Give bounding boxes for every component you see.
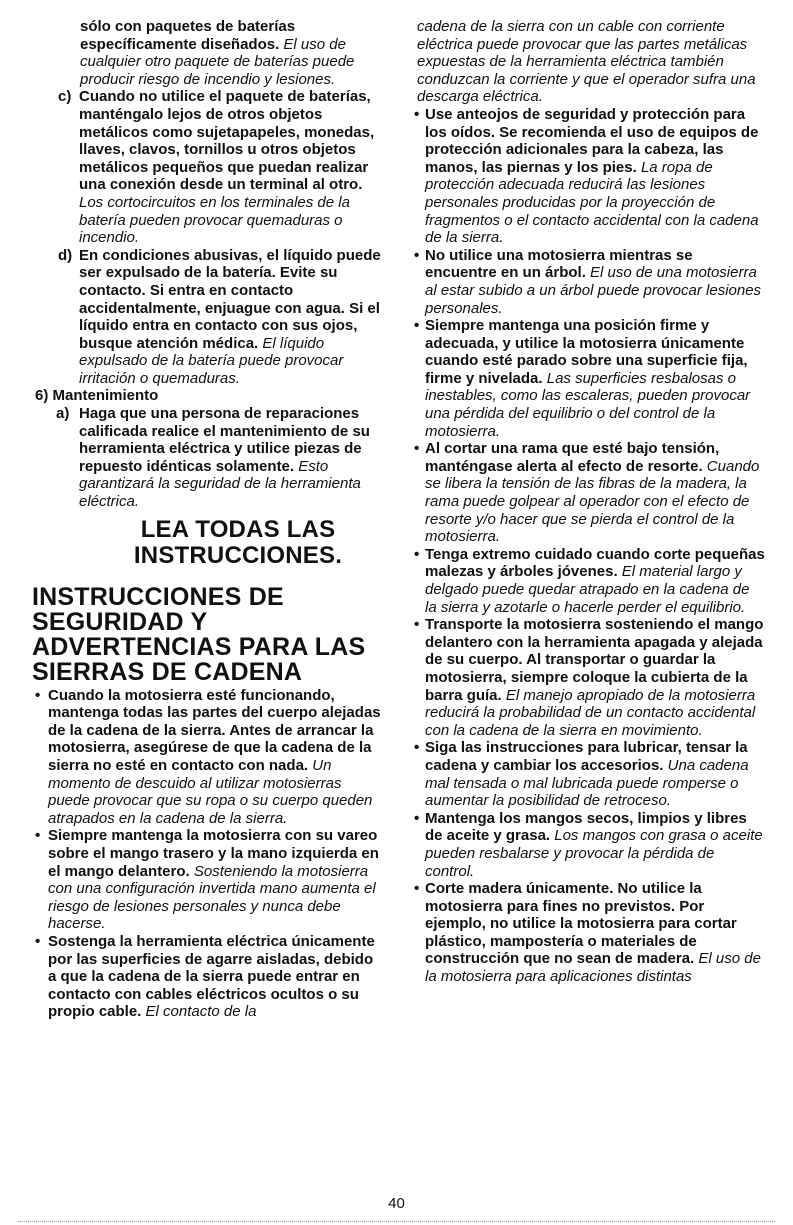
bullet-icon: • bbox=[35, 827, 41, 845]
bullet-icon: • bbox=[414, 739, 420, 757]
bottom-rule bbox=[18, 1221, 775, 1222]
section-6-heading: 6) Mantenimiento bbox=[35, 387, 159, 405]
bullet-item: • Tenga extremo cuidado cuando corte pequeñas malezas y árboles jóvenes. El material largo y delgado puede quedar atrapado en la cadena de la sierra y azotarle o hacerle perder el equilibrio. bbox=[414, 545, 765, 616]
bullet-item: • Siga las instrucciones para lubricar, tensar la cadena y cambiar los accesorios. Una cadena mal tensada o mal lubricada puede romperse o aumentar la posibilidad de retroceso. bbox=[414, 739, 749, 810]
bullet-icon: • bbox=[414, 440, 420, 458]
battery-rule-continuation: sólo con paquetes de baterías específicamente diseñados. El uso de cualquier otro paquete de baterías puede producir riesgo de incendio y lesiones. bbox=[80, 18, 355, 88]
bullet-item: • Sostenga la herramienta eléctrica únicamente por las superficies de agarre aisladas, debido a que la cadena de la sierra puede entrar en contacto con cables eléctricos ocultos o su propio cable. El contacto de la bbox=[35, 932, 375, 1021]
left-bullet-list bbox=[32, 687, 384, 1021]
read-all-instructions: LEA TODAS LAS INSTRUCCIONES. bbox=[133, 515, 343, 569]
bullet-icon: • bbox=[414, 880, 420, 898]
bullet-icon: • bbox=[414, 317, 420, 335]
bullet-item: • Siempre mantenga la motosierra con su vareo sobre el mango trasero y la mano izquierda en el mango delantero. Sosteniendo la motosierra con una configuración invertida mano aumenta el riesgo de lesiones personales y nunca debe hacerse. bbox=[35, 827, 379, 933]
bullet-item: • Mantenga los mangos secos, limpios y libres de aceite y grasa. Los mangos con grasa o aceite pueden resbalarse y provocar la pérdida de control. bbox=[414, 809, 763, 880]
bullet-item: • Cuando la motosierra esté funcionando, mantenga todas las partes del cuerpo alejadas de la cadena de la sierra. Antes de arrancar la motosierra, asegúrese de que la cadena de la sierra no esté en contacto con nada. Un momento de descuido al utilizar motosierras puede provocar que su ropa o su cuerpo queden atrapados en la cadena de la sierra. bbox=[35, 686, 381, 827]
bullet-item: • Corte madera únicamente. No utilice la motosierra para fines no previstos. Por ejemplo, no utilice la motosierra para cortar plástico, mampostería o materiales de construcción que no sean de madera. El uso de la motosierra para aplicaciones distintas bbox=[414, 880, 761, 986]
bullet-item: • Use anteojos de seguridad y protección para los oídos. Se recomienda el uso de equipos de protección adicionales para la cabeza, las manos, las piernas y los pies. La ropa de protección adecuada reducirá las lesiones personales producidas por la proyección de fragmentos o el contacto accidental con la cadena de la sierra. bbox=[414, 105, 759, 247]
section-heading: INSTRUCCIONES DE SEGURIDAD Y ADVERTENCIAS PARA LAS SIERRAS DE CADENA bbox=[32, 582, 366, 686]
bullet-icon: • bbox=[35, 932, 41, 950]
right-column bbox=[414, 18, 765, 986]
continuation-text: cadena de la sierra con un cable con corriente eléctrica puede provocar que las partes metálicas expuestas de la herramienta eléctrica también conduzcan la corriente y que el operador sufra una descarga eléctrica. bbox=[417, 18, 756, 106]
item-c: c) Cuando no utilice el paquete de baterías, manténgalo lejos de otros objetos metálicos como sujetapapeles, monedas, llaves, clavos, tornillos u otros objetos metálicos pequeños que puedan realizar una conexión desde un terminal al otro. Los cortocircuitos en los terminales de la batería pueden provocar quemaduras o incendio. bbox=[58, 88, 375, 247]
right-bullet-list bbox=[414, 105, 765, 986]
item-a: a) Haga que una persona de reparaciones calificada realice el mantenimiento de su herramienta eléctrica y utilice piezas de repuesto idénticas solamente. Esto garantizará la seguridad de la herramienta eléctrica. bbox=[56, 405, 370, 511]
bullet-icon: • bbox=[414, 545, 420, 563]
bullet-icon: • bbox=[414, 246, 420, 264]
bullet-icon: • bbox=[414, 105, 420, 123]
left-column bbox=[32, 18, 384, 1021]
page-number: 40 bbox=[388, 1195, 405, 1212]
bullet-icon: • bbox=[35, 686, 41, 704]
bullet-item: • No utilice una motosierra mientras se encuentre en un árbol. El uso de una motosierra al estar subido a un árbol puede provocar lesiones personales. bbox=[414, 246, 762, 317]
bullet-icon: • bbox=[414, 616, 420, 634]
bullet-icon: • bbox=[414, 809, 420, 827]
bullet-item: • Siempre mantenga una posición firme y adecuada, y utilice la motosierra únicamente cuando esté parado sobre una superficie fija, firme y nivelada. Las superficies resbalosas o inestables, como las escaleras, pueden provocar una pérdida del equilibrio o del control de la motosierra. bbox=[414, 317, 751, 440]
item-d: d) En condiciones abusivas, el líquido puede ser expulsado de la batería. Evite su contacto. Si entra en contacto accidentalmente, enjuague con agua. Si el líquido entra en contacto con sus ojos, busque atención médica. El líquido expulsado de la batería puede provocar irritación o quemaduras. bbox=[58, 246, 381, 387]
bullet-item: • Transporte la motosierra sosteniendo el mango delantero con la herramienta apagada y alejada de su cuerpo. Al transportar o guardar la motosierra, siempre coloque la cubierta de la barra guía. El manejo apropiado de la motosierra reducirá la probabilidad de un contacto accidental con la cadena de la sierra en movimiento. bbox=[414, 616, 764, 739]
bullet-item: • Al cortar una rama que esté bajo tensión, manténgase alerta al efecto de resorte. Cuando se libera la tensión de las fibras de la madera, la rama puede golpear al operador con el efecto de resorte y/o hacer que se pierda el control de la motosierra. bbox=[414, 440, 760, 546]
